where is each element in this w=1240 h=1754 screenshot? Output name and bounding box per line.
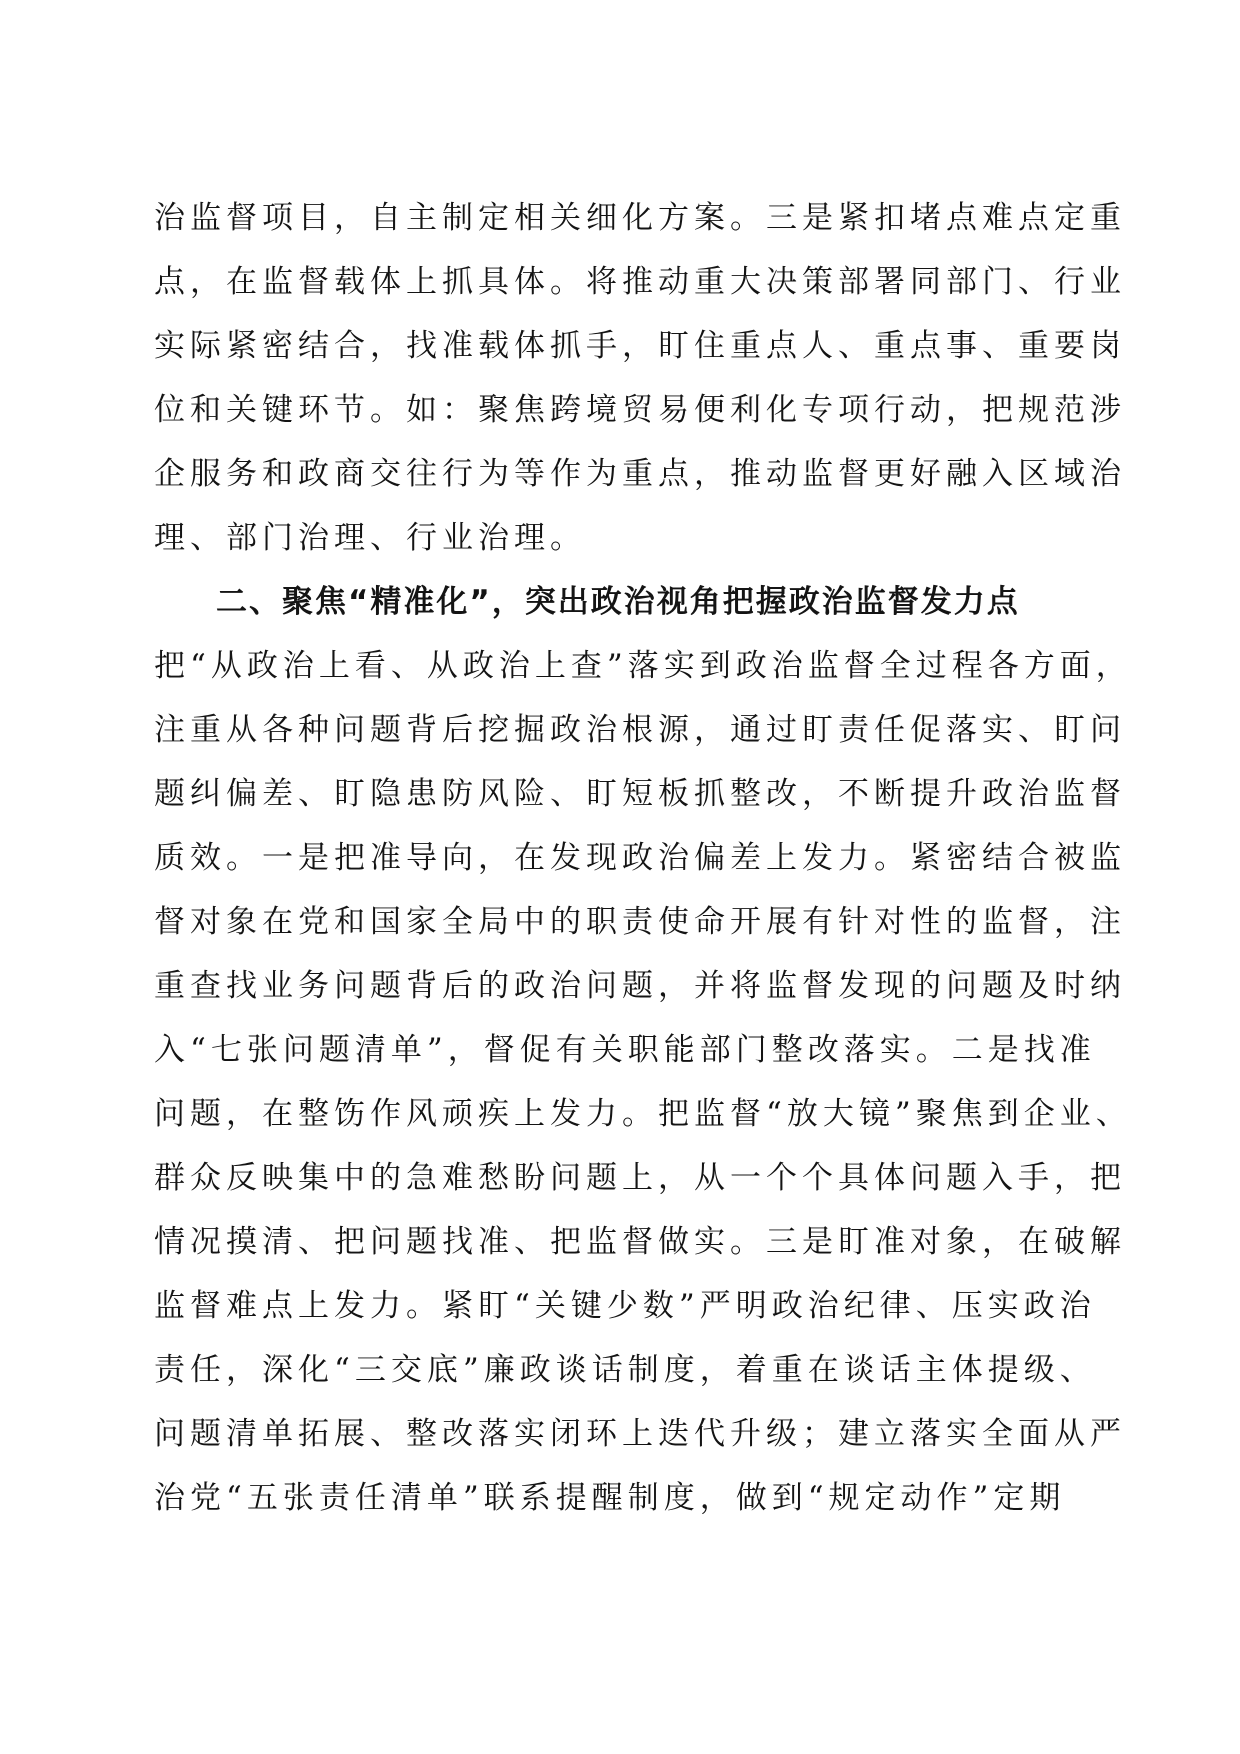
text-line: 问题清单拓展、整改落实闭环上迭代升级；建立落实全面从严 bbox=[154, 1416, 1126, 1452]
text-line: 治党“五张责任清单”联系提醒制度，做到“规定动作”定期 bbox=[154, 1480, 1066, 1516]
text-line: 群众反映集中的急难愁盼问题上，从一个个具体问题入手，把 bbox=[154, 1160, 1126, 1196]
text-line: 质效。一是把准导向，在发现政治偏差上发力。紧密结合被监 bbox=[154, 840, 1126, 876]
text-line: 题纠偏差、盯隐患防风险、盯短板抓整改，不断提升政治监督 bbox=[154, 776, 1126, 812]
text-line: 把“从政治上看、从政治上查”落实到政治监督全过程各方面， bbox=[154, 648, 1132, 684]
text-line: 治监督项目，自主制定相关细化方案。三是紧扣堵点难点定重 bbox=[154, 200, 1126, 236]
text-line: 情况摸清、把问题找准、把监督做实。三是盯准对象，在破解 bbox=[154, 1224, 1126, 1260]
text-line: 责任，深化“三交底”廉政谈话制度，着重在谈话主体提级、 bbox=[154, 1352, 1096, 1388]
text-line: 位和关键环节。如：聚焦跨境贸易便利化专项行动，把规范涉 bbox=[154, 392, 1126, 428]
text-line: 实际紧密结合，找准载体抓手，盯住重点人、重点事、重要岗 bbox=[154, 328, 1126, 364]
text-line: 点，在监督载体上抓具体。将推动重大决策部署同部门、行业 bbox=[154, 264, 1126, 300]
document-body bbox=[154, 186, 1132, 1530]
text-line: 理、部门治理、行业治理。 bbox=[154, 520, 586, 556]
text-line: 注重从各种问题背后挖掘政治根源，通过盯责任促落实、盯问 bbox=[154, 712, 1126, 748]
section-heading: 二、聚焦“精准化”，突出政治视角把握政治监督发力点 bbox=[216, 584, 1020, 620]
text-line: 问题，在整饬作风顽疾上发力。把监督“放大镜”聚焦到企业、 bbox=[154, 1096, 1132, 1132]
text-line: 入“七张问题清单”，督促有关职能部门整改落实。二是找准 bbox=[154, 1032, 1096, 1068]
text-line: 监督难点上发力。紧盯“关键少数”严明政治纪律、压实政治 bbox=[154, 1288, 1096, 1324]
text-line: 督对象在党和国家全局中的职责使命开展有针对性的监督，注 bbox=[154, 904, 1126, 940]
text-line: 重查找业务问题背后的政治问题，并将监督发现的问题及时纳 bbox=[154, 968, 1126, 1004]
text-line: 企服务和政商交往行为等作为重点，推动监督更好融入区域治 bbox=[154, 456, 1126, 492]
